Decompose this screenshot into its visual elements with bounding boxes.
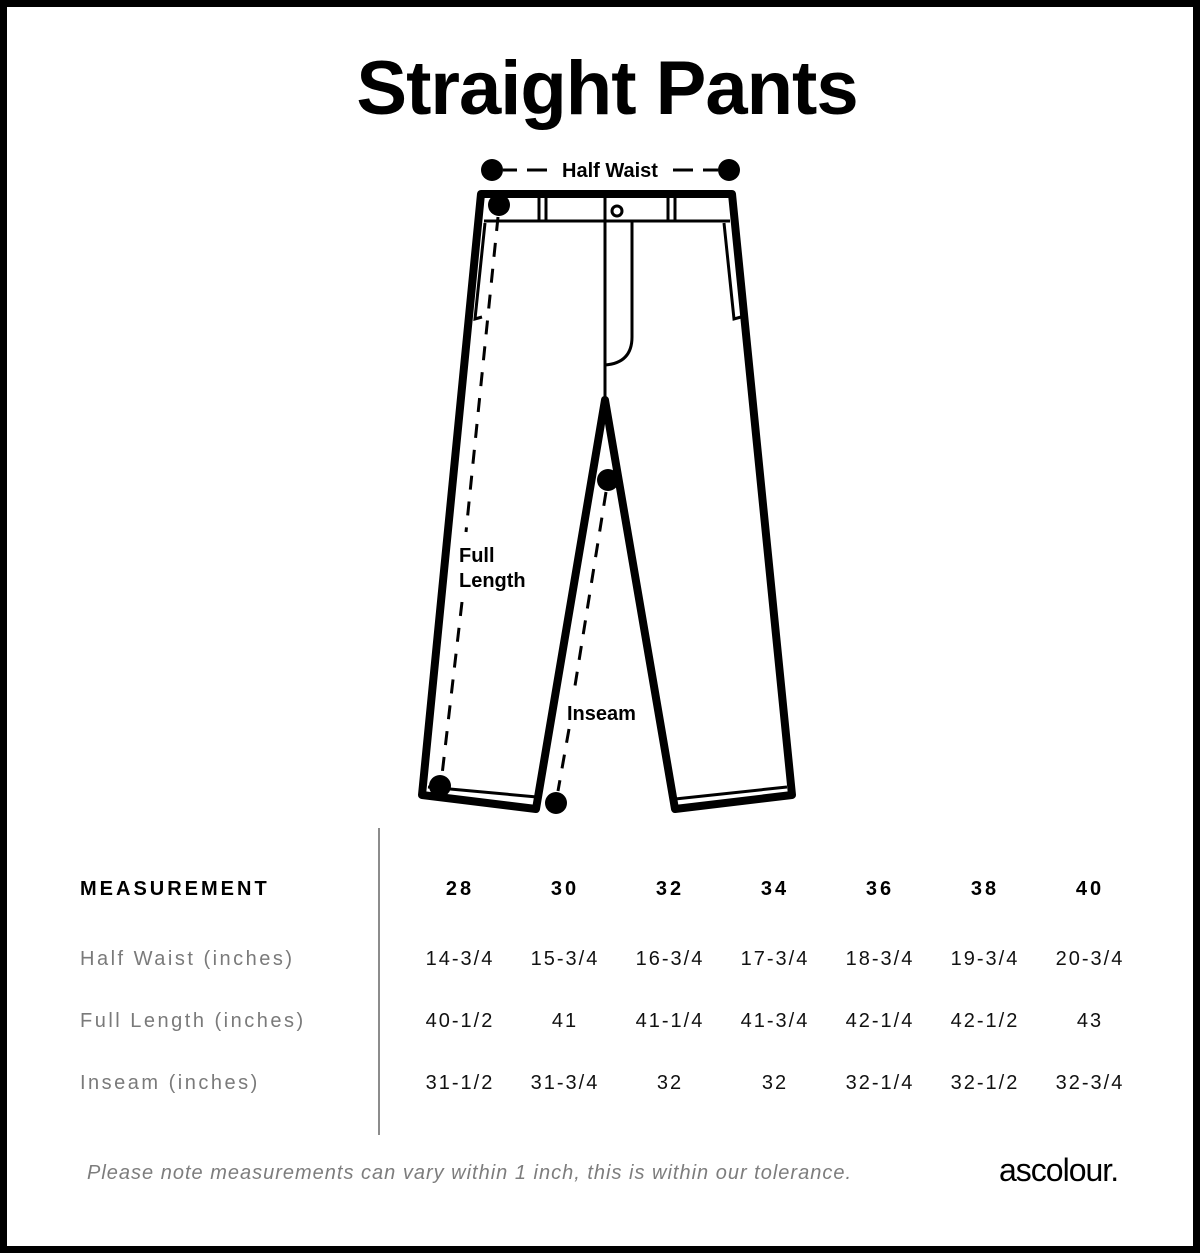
size-header-32: 32	[655, 878, 685, 900]
inseam-label: Inseam	[567, 703, 636, 725]
table-cell: 41-3/4	[740, 1010, 810, 1032]
table-cell: 20-3/4	[1055, 948, 1125, 970]
table-cell: 31-3/4	[530, 1072, 600, 1094]
table-cell: 41	[551, 1010, 579, 1032]
size-header-38: 38	[970, 878, 1000, 900]
page-title: Straight Pants	[356, 46, 858, 131]
button-icon	[612, 206, 622, 216]
pants-diagram	[7, 7, 1200, 837]
table-cell: 43	[1076, 1010, 1104, 1032]
table-cell: 17-3/4	[740, 948, 810, 970]
brand-logo: ascolour.	[999, 1152, 1119, 1188]
table-cell: 32-1/2	[950, 1072, 1020, 1094]
table-cell: 41-1/4	[635, 1010, 705, 1032]
row-label-full-length: Full Length (inches)	[80, 1010, 306, 1032]
full-length-label-line1: Full	[459, 545, 495, 567]
table-cell: 16-3/4	[635, 948, 705, 970]
size-header-30: 30	[550, 878, 580, 900]
half-waist-label: Half Waist	[562, 160, 658, 182]
row-label-inseam: Inseam (inches)	[80, 1072, 260, 1094]
size-header-28: 28	[445, 878, 475, 900]
table-cell: 40-1/2	[425, 1010, 495, 1032]
size-header-34: 34	[760, 878, 790, 900]
tolerance-note: Please note measurements can vary within 1 inch, this is within our tolerance.	[87, 1162, 853, 1184]
measurement-header: MEASUREMENT	[80, 878, 270, 900]
row-label-half-waist: Half Waist (inches)	[80, 948, 295, 970]
table-cell: 18-3/4	[845, 948, 915, 970]
table-cell: 19-3/4	[950, 948, 1020, 970]
table-cell: 42-1/4	[845, 1010, 915, 1032]
full-length-label-line2: Length	[459, 570, 526, 592]
table-cell: 31-1/2	[425, 1072, 495, 1094]
table-divider	[378, 828, 380, 1135]
table-cell: 32-3/4	[1055, 1072, 1125, 1094]
table-cell: 32	[761, 1072, 789, 1094]
table-cell: 32	[656, 1072, 684, 1094]
table-cell: 42-1/2	[950, 1010, 1020, 1032]
size-header-40: 40	[1075, 878, 1105, 900]
table-cell: 15-3/4	[530, 948, 600, 970]
table-cell: 32-1/4	[845, 1072, 915, 1094]
size-header-36: 36	[865, 878, 895, 900]
table-cell: 14-3/4	[425, 948, 495, 970]
